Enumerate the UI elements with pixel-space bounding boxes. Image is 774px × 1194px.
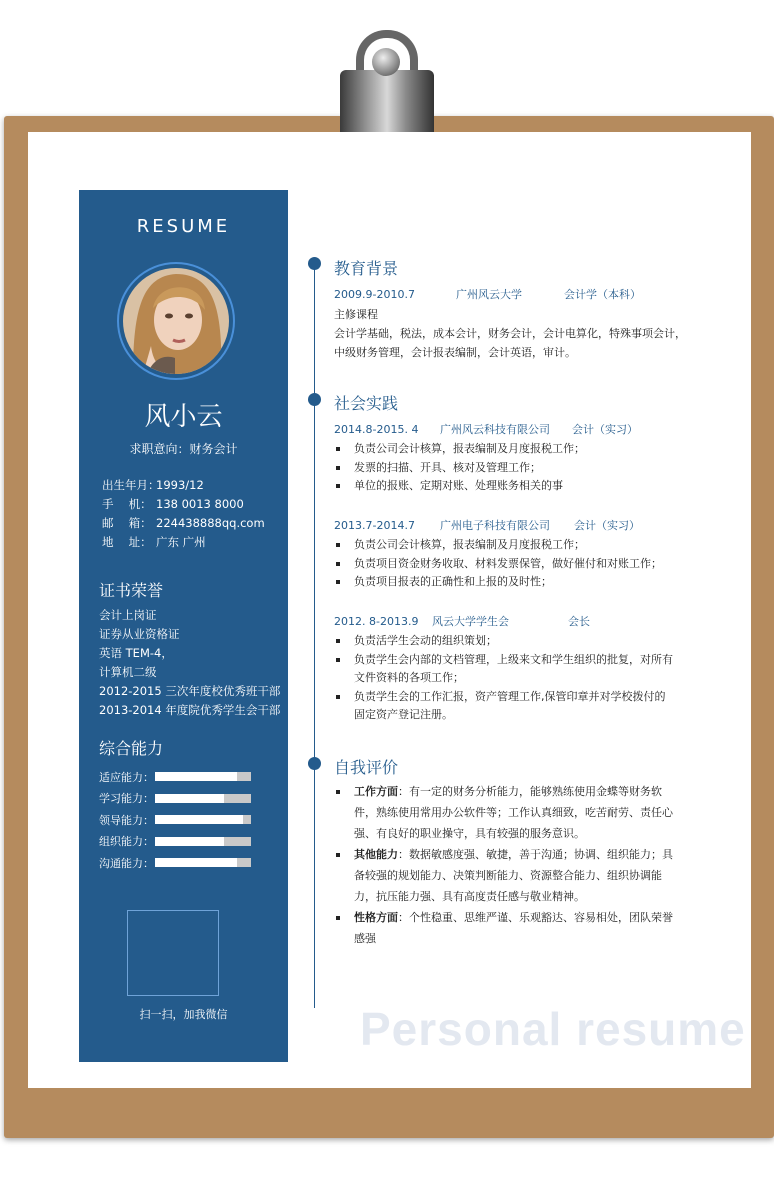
skill-bar-fill xyxy=(155,772,237,781)
section-dot xyxy=(308,393,321,406)
job-duties xyxy=(334,632,674,725)
resume-label: RESUME xyxy=(136,216,231,237)
personal-info xyxy=(102,476,265,552)
qr-code-placeholder xyxy=(127,910,219,996)
skill-bar-fill xyxy=(155,815,243,824)
list-item: 2012-2015 三次年度校优秀班干部 xyxy=(99,684,281,698)
education-title: 教育背景 xyxy=(334,259,399,278)
list-item: 计算机二级 xyxy=(99,665,157,679)
skill-row: 领导能力： xyxy=(99,809,251,831)
cert-list xyxy=(99,606,280,720)
cert-title: 证书荣誉 xyxy=(99,581,164,600)
skill-row: 学习能力： xyxy=(99,788,251,810)
list-item: 负责学生会内部的文档管理，上级来文和学生组织的批复，对所有文件资料的各项工作； xyxy=(334,651,674,688)
list-item: 其他能力：数据敏感度强、敏捷，善于沟通；协调、组织能力；具备较强的规划能力、决策判断能力、资源整合能力、组织协调能力，抗压能力强、具有高度责任感与敬业精神。 xyxy=(334,844,680,907)
job-meta: 2014.8-2015. 4 广州风云科技有限公司 会计（实习） xyxy=(334,423,638,436)
skills-title: 综合能力 xyxy=(99,739,164,758)
skill-bar xyxy=(155,815,251,824)
list-item: 负责公司会计核算，报表编制及月度报税工作； xyxy=(334,536,662,555)
evaluation-title: 自我评价 xyxy=(334,758,399,777)
list-item: 证券从业资格证 xyxy=(99,627,180,641)
skill-row: 组织能力： xyxy=(99,831,251,853)
skills-list xyxy=(99,766,251,874)
list-item: 负责公司会计核算，报表编制及月度报税工作； xyxy=(334,440,585,459)
skill-bar xyxy=(155,794,251,803)
list-item: 负责学生会的工作汇报，资产管理工作,保管印章并对学校拨付的固定资产登记注册。 xyxy=(334,688,674,725)
list-item: 发票的扫描、开具、核对及管理工作； xyxy=(334,459,585,478)
list-item: 工作方面：有一定的财务分析能力，能够熟练使用金蝶等财务软件，熟练使用常用办公软件等；工作认真细致，吃苦耐劳、责任心强、有良好的职业操守，具有较强的服务意识。 xyxy=(334,781,680,844)
skill-bar-fill xyxy=(155,794,224,803)
info-email: 邮 箱： 224438888qq.com xyxy=(102,516,265,530)
job-duties xyxy=(334,440,585,496)
skill-bar-fill xyxy=(155,858,237,867)
watermark-text: Personal resume xyxy=(360,1003,746,1055)
evaluation-list xyxy=(334,781,680,949)
list-item: 负责项目报表的正确性和上报的及时性； xyxy=(334,573,662,592)
education-courses: 主修课程 会计学基础，税法，成本会计，财务会计，会计电算化，特殊事项会计， 中级财务管理，会计报表编制，会计英语，审计。 xyxy=(334,308,686,359)
resume-sidebar xyxy=(79,190,288,1062)
job-intent: 求职意向：财务会计 xyxy=(129,442,238,456)
info-phone: 手 机： 138 0013 8000 xyxy=(102,497,244,511)
practice-title: 社会实践 xyxy=(334,394,399,413)
skill-bar xyxy=(155,837,251,846)
list-item: 负责活学生会动的组织策划； xyxy=(334,632,674,651)
list-item: 负责项目资金财务收取、材料发票保管，做好催付和对账工作； xyxy=(334,555,662,574)
info-address: 地 址： 广东 广州 xyxy=(102,535,206,549)
skill-row: 沟通能力： xyxy=(99,852,251,874)
section-dot xyxy=(308,257,321,270)
skill-row: 适应能力： xyxy=(99,766,251,788)
list-item: 会计上岗证 xyxy=(99,608,157,622)
qr-label: 扫一扫，加我微信 xyxy=(139,1008,228,1021)
job-meta: 2013.7-2014.7 广州电子科技有限公司 会计（实习） xyxy=(334,519,640,532)
avatar xyxy=(123,268,229,374)
job-meta: 2012. 8-2013.9 风云大学学生会 会长 xyxy=(334,615,590,628)
section-dot xyxy=(308,757,321,770)
timeline-line xyxy=(314,262,315,1008)
list-item: 2013-2014 年度院优秀学生会干部 xyxy=(99,703,281,717)
list-item: 英语 TEM-4， xyxy=(99,646,173,660)
list-item: 性格方面：个性稳重、思维严谨、乐观豁达、容易相处，团队荣誉感强 xyxy=(334,907,680,949)
skill-bar-fill xyxy=(155,837,224,846)
info-birth: 出生年月： 1993/12 xyxy=(102,478,204,492)
job-duties xyxy=(334,536,662,592)
skill-bar xyxy=(155,858,251,867)
clip-body xyxy=(340,70,434,140)
candidate-name: 风小云 xyxy=(144,402,223,432)
education-meta: 2009.9-2010.7 广州风云大学 会计学（本科） xyxy=(334,288,641,301)
list-item: 单位的报账、定期对账、处理账务相关的事 xyxy=(334,477,585,496)
clip-knob xyxy=(372,48,400,76)
skill-bar xyxy=(155,772,251,781)
